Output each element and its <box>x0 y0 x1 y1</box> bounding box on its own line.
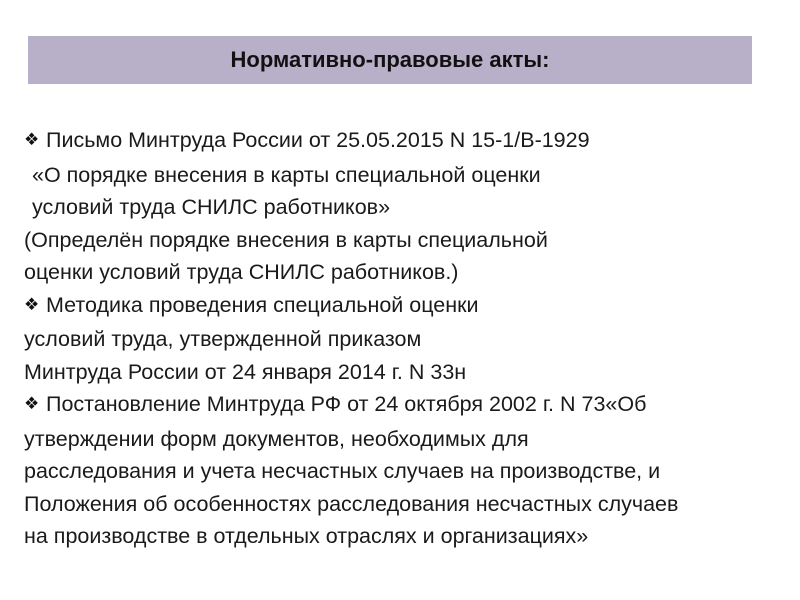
list-item-3-line-4: Положения об особенностях расследования несчастных случаев <box>24 491 679 516</box>
diamond-bullet-icon: ❖ <box>24 394 40 413</box>
title-banner <box>28 36 752 84</box>
list-item-2-line-2: условий труда, утвержденной приказом <box>24 327 422 351</box>
list-item-2-line-3: Минтруда России от 24 января 2014 г. N 33н <box>24 359 467 384</box>
list-item-1-line-4: (Определён порядке внесения в карты специальной <box>24 227 548 252</box>
slide-title: Нормативно-правовые акты: <box>230 47 550 72</box>
diamond-bullet-icon: ❖ <box>24 130 40 149</box>
content-body <box>24 124 784 553</box>
list-item-3-line-2: утверждении форм документов, необходимых для <box>24 426 529 451</box>
list-item-1-line-3: условий труда СНИЛС работников» <box>32 195 391 219</box>
list-item-1-line-2: «О порядке внесения в карты специальной оценки <box>32 162 541 187</box>
list-item-3-line-3: расследования и учета несчастных случаев на производстве, и <box>24 459 661 483</box>
list-item-1-line-5: оценки условий труда СНИЛС работников.) <box>24 260 459 284</box>
list-item-2-line-1: ❖ Методика проведения специальной оценки <box>24 289 784 324</box>
diamond-bullet-icon: ❖ <box>24 294 40 314</box>
list-item-3-line-1: ❖ Постановление Минтруда РФ от 24 октября 2002 г. N 73«Об <box>24 388 784 423</box>
list-item-1-line-1: ❖ Письмо Минтруда России от 25.05.2015 N 15-1/В-1929 <box>24 124 784 159</box>
list-item-3-line-5: на производстве в отдельных отраслях и организациях» <box>24 524 589 548</box>
